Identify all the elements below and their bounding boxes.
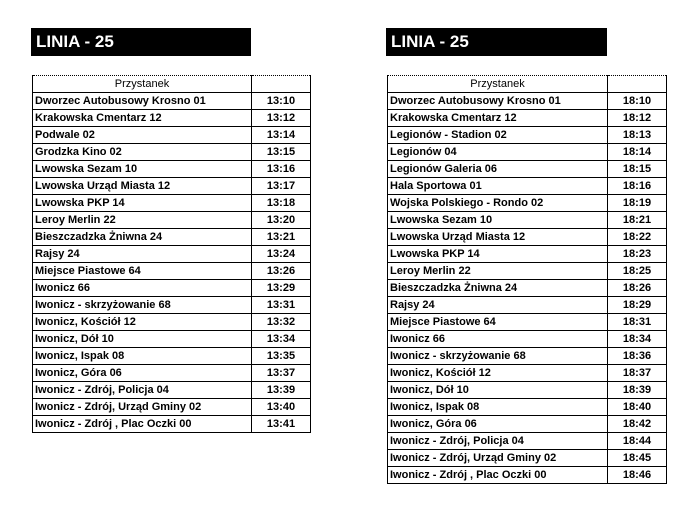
left-line-title: LINIA - 25 xyxy=(31,28,251,56)
stop-name: Iwonicz 66 xyxy=(33,280,252,297)
departure-time: 18:42 xyxy=(608,416,667,433)
table-row xyxy=(388,161,667,178)
table-row xyxy=(33,110,311,127)
departure-time: 13:26 xyxy=(252,263,311,280)
stop-name: Krakowska Cmentarz 12 xyxy=(388,110,608,127)
stop-name: Iwonicz, Góra 06 xyxy=(33,365,252,382)
table-row xyxy=(388,212,667,229)
departure-time: 18:37 xyxy=(608,365,667,382)
table-row xyxy=(33,195,311,212)
stop-name: Rajsy 24 xyxy=(388,297,608,314)
table-row xyxy=(33,297,311,314)
table-row xyxy=(388,365,667,382)
stop-name: Legionów 04 xyxy=(388,144,608,161)
stop-name: Lwowska Urząd Miasta 12 xyxy=(33,178,252,195)
departure-time: 18:44 xyxy=(608,433,667,450)
departure-time: 18:15 xyxy=(608,161,667,178)
departure-time: 13:18 xyxy=(252,195,311,212)
departure-time: 13:16 xyxy=(252,161,311,178)
stop-name: Lwowska PKP 14 xyxy=(388,246,608,263)
departure-time: 18:14 xyxy=(608,144,667,161)
right-timetable xyxy=(387,75,667,484)
stop-name: Iwonicz - Zdrój, Urząd Gminy 02 xyxy=(33,399,252,416)
stop-name: Iwonicz - Zdrój , Plac Oczki 00 xyxy=(33,416,252,433)
departure-time: 18:31 xyxy=(608,314,667,331)
stop-name: Grodzka Kino 02 xyxy=(33,144,252,161)
stop-name: Bieszczadzka Żniwna 24 xyxy=(388,280,608,297)
departure-time: 18:13 xyxy=(608,127,667,144)
table-row xyxy=(33,280,311,297)
table-row xyxy=(33,365,311,382)
departure-time: 18:25 xyxy=(608,263,667,280)
stop-name: Iwonicz, Dół 10 xyxy=(33,331,252,348)
table-row xyxy=(388,467,667,484)
departure-time: 18:29 xyxy=(608,297,667,314)
departure-time: 13:41 xyxy=(252,416,311,433)
stop-name: Iwonicz, Góra 06 xyxy=(388,416,608,433)
departure-time: 18:23 xyxy=(608,246,667,263)
departure-time: 13:29 xyxy=(252,280,311,297)
table-row xyxy=(388,450,667,467)
departure-time: 18:34 xyxy=(608,331,667,348)
table-row xyxy=(33,127,311,144)
stop-name: Iwonicz, Kościół 12 xyxy=(33,314,252,331)
stop-name: Wojska Polskiego - Rondo 02 xyxy=(388,195,608,212)
stop-name: Iwonicz - skrzyżowanie 68 xyxy=(388,348,608,365)
departure-time: 18:40 xyxy=(608,399,667,416)
table-row xyxy=(33,144,311,161)
table-row xyxy=(388,263,667,280)
header-stop: Przystanek xyxy=(33,76,252,93)
stop-name: Iwonicz 66 xyxy=(388,331,608,348)
table-row xyxy=(33,348,311,365)
table-row xyxy=(33,178,311,195)
table-row xyxy=(388,314,667,331)
departure-time: 18:46 xyxy=(608,467,667,484)
stop-name: Leroy Merlin 22 xyxy=(388,263,608,280)
departure-time: 13:40 xyxy=(252,399,311,416)
table-row xyxy=(388,297,667,314)
stop-name: Lwowska Sezam 10 xyxy=(33,161,252,178)
right-line-title: LINIA - 25 xyxy=(386,28,607,56)
departure-time: 18:45 xyxy=(608,450,667,467)
departure-time: 13:24 xyxy=(252,246,311,263)
stop-name: Legionów - Stadion 02 xyxy=(388,127,608,144)
table-row xyxy=(33,314,311,331)
table-row xyxy=(388,433,667,450)
table-row xyxy=(33,399,311,416)
stop-name: Podwale 02 xyxy=(33,127,252,144)
table-row xyxy=(388,416,667,433)
table-row xyxy=(388,331,667,348)
stop-name: Iwonicz, Kościół 12 xyxy=(388,365,608,382)
table-row xyxy=(388,144,667,161)
stop-name: Miejsce Piastowe 64 xyxy=(33,263,252,280)
table-header-row xyxy=(33,76,311,93)
stop-name: Iwonicz - Zdrój, Urząd Gminy 02 xyxy=(388,450,608,467)
table-row xyxy=(388,229,667,246)
departure-time: 18:16 xyxy=(608,178,667,195)
table-row xyxy=(388,127,667,144)
stop-name: Legionów Galeria 06 xyxy=(388,161,608,178)
departure-time: 13:14 xyxy=(252,127,311,144)
departure-time: 13:12 xyxy=(252,110,311,127)
stop-name: Iwonicz - Zdrój, Policja 04 xyxy=(388,433,608,450)
table-row xyxy=(388,195,667,212)
table-row xyxy=(33,263,311,280)
header-time xyxy=(608,76,667,93)
table-row xyxy=(388,93,667,110)
stop-name: Iwonicz - skrzyżowanie 68 xyxy=(33,297,252,314)
table-row xyxy=(33,161,311,178)
table-row xyxy=(388,399,667,416)
stop-name: Iwonicz, Ispak 08 xyxy=(388,399,608,416)
stop-name: Dworzec Autobusowy Krosno 01 xyxy=(388,93,608,110)
stop-name: Lwowska PKP 14 xyxy=(33,195,252,212)
stop-name: Lwowska Urząd Miasta 12 xyxy=(388,229,608,246)
departure-time: 13:39 xyxy=(252,382,311,399)
table-row xyxy=(33,212,311,229)
departure-time: 13:20 xyxy=(252,212,311,229)
departure-time: 13:35 xyxy=(252,348,311,365)
header-stop: Przystanek xyxy=(388,76,608,93)
table-row xyxy=(388,178,667,195)
departure-time: 13:37 xyxy=(252,365,311,382)
departure-time: 13:10 xyxy=(252,93,311,110)
stop-name: Lwowska Sezam 10 xyxy=(388,212,608,229)
table-row xyxy=(388,382,667,399)
table-row xyxy=(33,246,311,263)
left-timetable-panel xyxy=(31,28,251,56)
table-row xyxy=(33,93,311,110)
stop-name: Hala Sportowa 01 xyxy=(388,178,608,195)
table-row xyxy=(33,331,311,348)
table-row xyxy=(388,280,667,297)
table-row xyxy=(388,246,667,263)
departure-time: 13:34 xyxy=(252,331,311,348)
stop-name: Dworzec Autobusowy Krosno 01 xyxy=(33,93,252,110)
left-timetable xyxy=(32,75,311,433)
departure-time: 13:31 xyxy=(252,297,311,314)
departure-time: 18:22 xyxy=(608,229,667,246)
stop-name: Iwonicz - Zdrój , Plac Oczki 00 xyxy=(388,467,608,484)
stop-name: Krakowska Cmentarz 12 xyxy=(33,110,252,127)
table-row xyxy=(33,382,311,399)
stop-name: Iwonicz - Zdrój, Policja 04 xyxy=(33,382,252,399)
table-row xyxy=(33,416,311,433)
header-time xyxy=(252,76,311,93)
stop-name: Iwonicz, Dół 10 xyxy=(388,382,608,399)
stop-name: Rajsy 24 xyxy=(33,246,252,263)
departure-time: 18:10 xyxy=(608,93,667,110)
stop-name: Iwonicz, Ispak 08 xyxy=(33,348,252,365)
departure-time: 13:17 xyxy=(252,178,311,195)
departure-time: 13:32 xyxy=(252,314,311,331)
stop-name: Bieszczadzka Żniwna 24 xyxy=(33,229,252,246)
stop-name: Miejsce Piastowe 64 xyxy=(388,314,608,331)
table-row xyxy=(388,348,667,365)
departure-time: 13:15 xyxy=(252,144,311,161)
departure-time: 18:36 xyxy=(608,348,667,365)
right-timetable-panel xyxy=(386,28,607,56)
departure-time: 18:21 xyxy=(608,212,667,229)
departure-time: 18:12 xyxy=(608,110,667,127)
departure-time: 18:19 xyxy=(608,195,667,212)
departure-time: 13:21 xyxy=(252,229,311,246)
departure-time: 18:26 xyxy=(608,280,667,297)
table-row xyxy=(388,110,667,127)
stop-name: Leroy Merlin 22 xyxy=(33,212,252,229)
table-row xyxy=(33,229,311,246)
departure-time: 18:39 xyxy=(608,382,667,399)
table-header-row xyxy=(388,76,667,93)
